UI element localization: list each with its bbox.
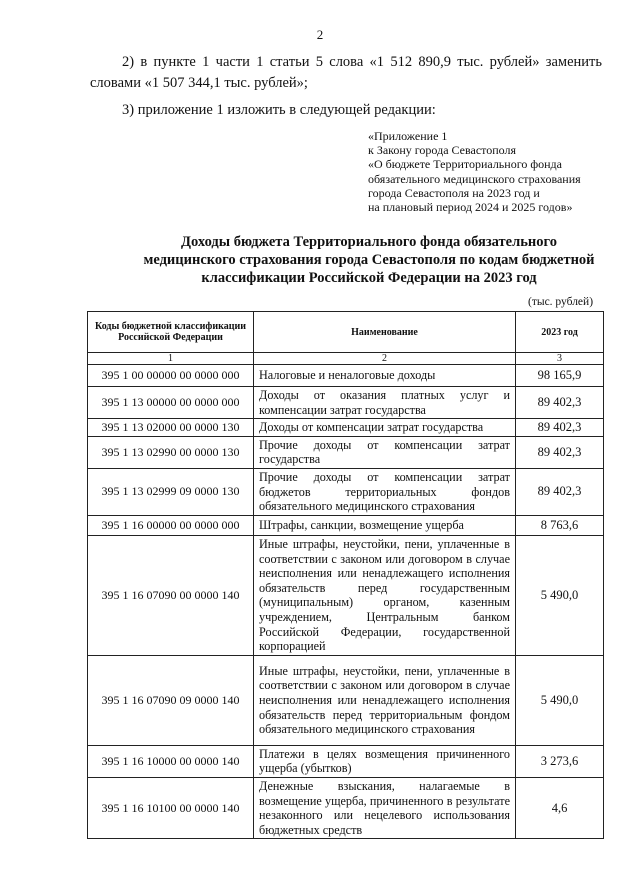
amendment-item-2: 2) в пункте 1 части 1 статьи 5 слова «1 512 890,9 тыс. рублей» заменить словами «1 507 344,1 тыс. рублей»;: [90, 54, 602, 91]
table-row: [88, 515, 604, 535]
appendix-line: «Приложение 1: [368, 129, 448, 143]
row-name: Доходы от оказания платных услуг и компенсации затрат государства: [254, 387, 516, 419]
row-code: 395 1 13 02000 00 0000 130: [88, 419, 254, 437]
row-name: Прочие доходы от компенсации затрат государства: [254, 436, 516, 468]
amendment-item-3: 3) приложение 1 изложить в следующей редакции:: [122, 102, 436, 118]
row-code: 395 1 13 02990 00 0000 130: [88, 436, 254, 468]
table-row: [88, 745, 604, 777]
row-name: Прочие доходы от компенсации затрат бюджетов территориальных фондов обязательного медицинского страхования: [254, 468, 516, 515]
title-line: Доходы бюджета Территориального фонда обязательного: [181, 234, 557, 250]
row-amount: 3 273,6: [516, 745, 604, 777]
row-amount: 89 402,3: [516, 419, 604, 437]
appendix-header: [368, 129, 623, 214]
row-code: 395 1 16 10000 00 0000 140: [88, 745, 254, 777]
revenue-table: [87, 311, 604, 839]
row-code: 395 1 16 07090 00 0000 140: [88, 535, 254, 655]
row-code: 395 1 13 02999 09 0000 130: [88, 468, 254, 515]
row-code: 395 1 16 00000 00 0000 000: [88, 515, 254, 535]
table-row: [88, 535, 604, 655]
appendix-line: к Закону города Севастополя: [368, 143, 517, 158]
row-code: 395 1 13 00000 00 0000 000: [88, 387, 254, 419]
row-code: 395 1 16 07090 09 0000 140: [88, 655, 254, 745]
row-amount: 89 402,3: [516, 387, 604, 419]
table-row: [88, 365, 604, 387]
column-numbers-row: [88, 353, 604, 365]
table-header-row: [88, 312, 604, 353]
row-code: 395 1 00 00000 00 0000 000: [88, 365, 254, 387]
table-row: [88, 419, 604, 437]
table-row: [88, 387, 604, 419]
row-amount: 5 490,0: [516, 655, 604, 745]
row-amount: 4,6: [516, 777, 604, 838]
title-line: классификации Российской Федерации на 2023 год: [201, 270, 537, 286]
table-row: [88, 777, 604, 838]
row-name: Налоговые и неналоговые доходы: [254, 365, 516, 387]
row-code: 395 1 16 10100 00 0000 140: [88, 777, 254, 838]
appendix-line: «О бюджете Территориального фонда: [368, 157, 562, 172]
row-amount: 98 165,9: [516, 365, 604, 387]
table-title: [95, 233, 640, 287]
row-amount: 5 490,0: [516, 535, 604, 655]
appendix-line: на плановый период 2024 и 2025 годов»: [368, 200, 573, 215]
column-number: 3: [516, 353, 604, 365]
column-number: 2: [254, 353, 516, 365]
column-number: 1: [88, 353, 254, 365]
table-row: [88, 436, 604, 468]
header-year: 2023 год: [516, 312, 604, 353]
row-amount: 89 402,3: [516, 436, 604, 468]
page-number: 2: [316, 27, 324, 42]
row-amount: 89 402,3: [516, 468, 604, 515]
row-name: Денежные взыскания, налагаемые в возмещение ущерба, причиненного в результате незаконного или нецелевого использования бюджетных средств: [254, 777, 516, 838]
row-name: Штрафы, санкции, возмещение ущерба: [254, 515, 516, 535]
row-amount: 8 763,6: [516, 515, 604, 535]
header-name: Наименование: [254, 312, 516, 353]
row-name: Доходы от компенсации затрат государства: [254, 419, 516, 437]
row-name: Иные штрафы, неустойки, пени, уплаченные в соответствии с законом или договором в случае неисполнения или ненадлежащего исполнения обязательств перед территориальным фондом обязательного медицинского страхования: [254, 655, 516, 745]
unit-label: (тыс. рублей): [528, 296, 594, 308]
title-line: медицинского страхования города Севастополя по кодам бюджетной: [143, 252, 595, 268]
appendix-line: города Севастополя на 2023 год и: [368, 185, 540, 200]
appendix-line: обязательного медицинского страхования: [368, 171, 581, 186]
table-row: [88, 468, 604, 515]
table-row: [88, 655, 604, 745]
row-name: Платежи в целях возмещения причиненного ущерба (убытков): [254, 745, 516, 777]
header-code: Коды бюджетной классификации Российской Федерации: [88, 312, 254, 353]
row-name: Иные штрафы, неустойки, пени, уплаченные в соответствии с законом или договором в случае неисполнения или ненадлежащего исполнения обязательств перед государственным (муниципальным) органом, казенным учреждением, Центральным банком Российской Федерации, государственной корпорацией: [254, 535, 516, 655]
